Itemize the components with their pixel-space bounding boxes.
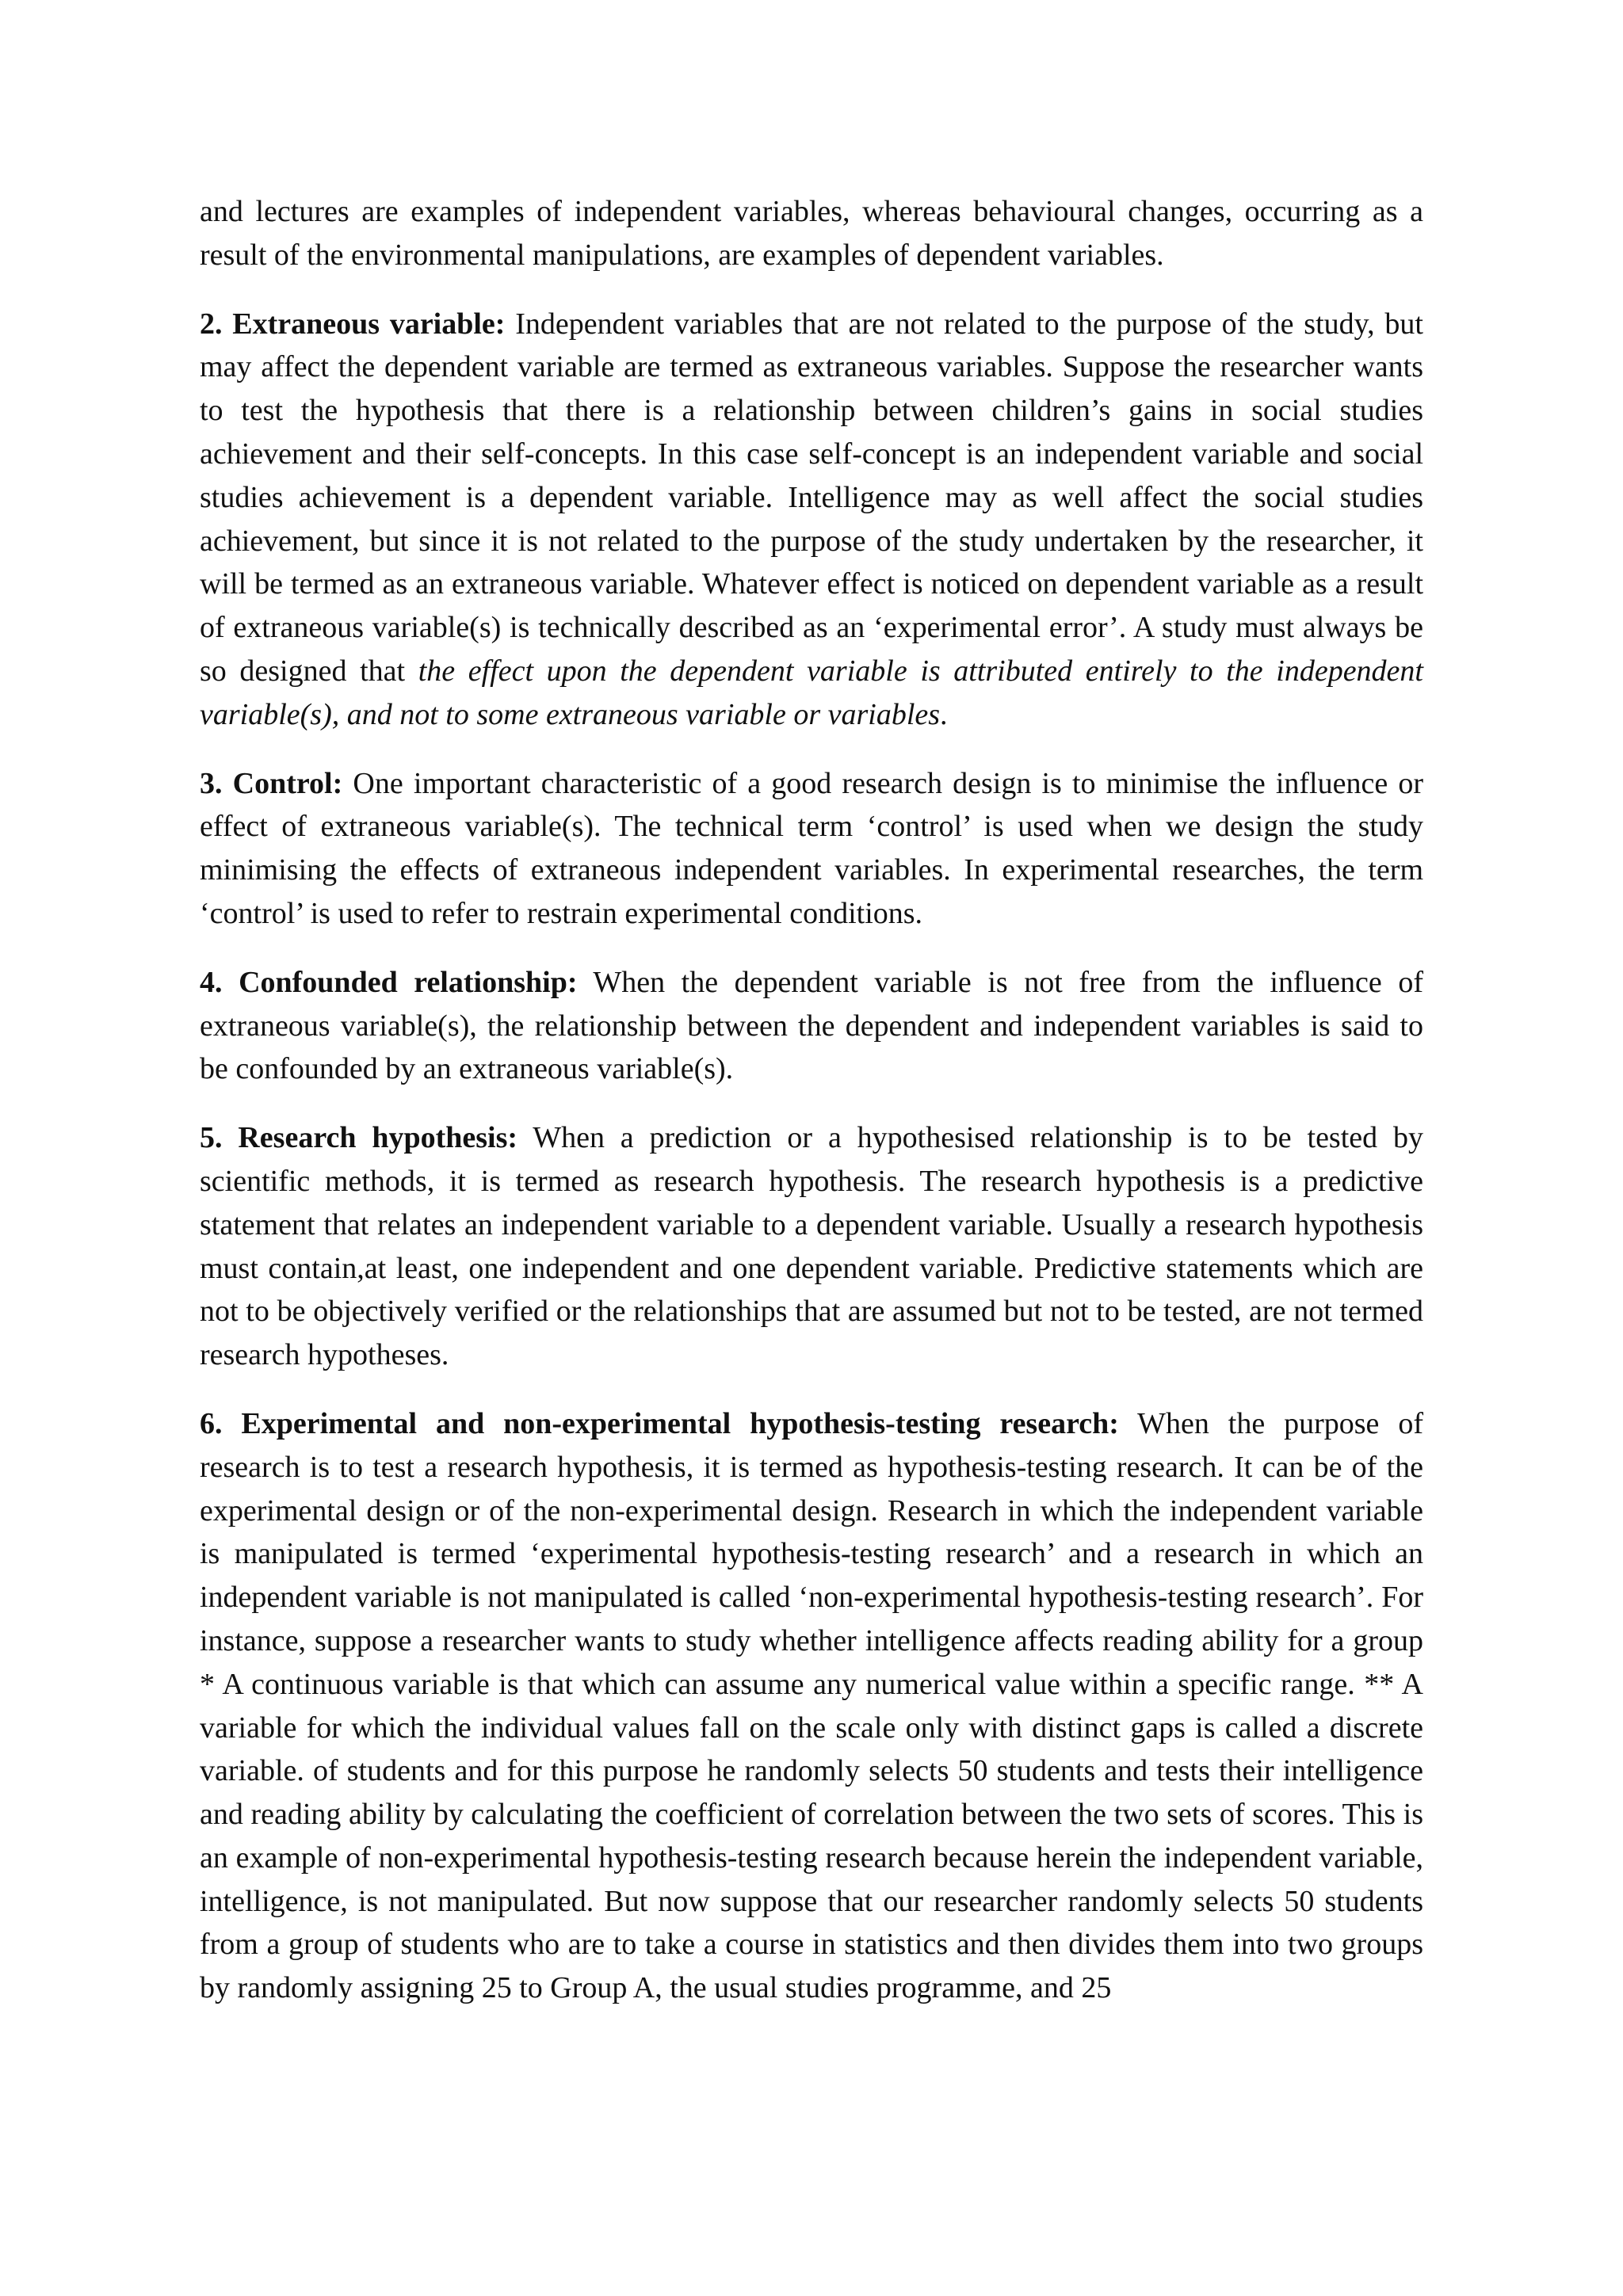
paragraph-text-end: . bbox=[940, 697, 948, 731]
paragraph-control bbox=[200, 762, 1423, 936]
paragraph-hypothesis-testing-research bbox=[200, 1402, 1423, 2010]
paragraph-research-hypothesis bbox=[200, 1116, 1423, 1377]
term-heading: 6. Experimental and non-experimental hypothesis-testing research: bbox=[200, 1406, 1119, 1440]
paragraph-text: and lectures are examples of independent variables, whereas behavioural changes, occurring as a result of the environmental manipulations, are examples of dependent variables. bbox=[200, 195, 1423, 272]
paragraph-text: Independent variables that are not related to the purpose of the study, but may affect the dependent variable are termed as extraneous variables. Suppose the researcher wants to test the hypothesis that there is a relationship between children’s gains in social studies achievement and their self-concepts. In this case self-concept is an independent variable and social studies achievement is a dependent variable. Intelligence may as well affect the social studies achievement, but since it is not related to the purpose of the study undertaken by the researcher, it will be termed as an extraneous variable. Whatever effect is noticed on dependent variable as a result of extraneous variable(s) is technically described as an ‘experimental error’. A study must always be so designed that bbox=[200, 307, 1423, 688]
paragraph-confounded-relationship bbox=[200, 961, 1423, 1091]
paragraph-text: When the dependent variable is not free from the influence of extraneous variable(s), the relationship between the dependent and independent variables is said to be confounded by an extraneous variable(s). bbox=[200, 965, 1423, 1086]
paragraph-text: One important characteristic of a good research design is to minimise the influence or effect of extraneous variable(s). The technical term ‘control’ is used when we design the study minimising the effects of extraneous independent variables. In experimental researches, the term ‘control’ is used to refer to restrain experimental conditions. bbox=[200, 766, 1424, 930]
emphasized-text: the effect upon the dependent variable is attributed entirely to the independent variable(s), and not to some extraneous variable or variables bbox=[200, 654, 1423, 731]
term-heading: 3. Control: bbox=[200, 766, 343, 800]
term-heading: 2. Extraneous variable: bbox=[200, 307, 506, 341]
term-heading: 4. Confounded relationship: bbox=[200, 965, 578, 999]
document-body bbox=[200, 190, 1423, 2010]
paragraph-text: When a prediction or a hypothesised relationship is to be tested by scientific methods, it is termed as research hypothesis. The research hypothesis is a predictive statement that relates an independent variable to a dependent variable. Usually a research hypothesis must contain,at least, one independent and one dependent variable. Predictive statements which are not to be objectively verified or the relationships that are assumed but not to be tested, are not termed research hypotheses. bbox=[200, 1121, 1423, 1372]
term-heading: 5. Research hypothesis: bbox=[200, 1121, 518, 1155]
paragraph-text: When the purpose of research is to test a research hypothesis, it is termed as hypothesis-testing research. It can be of the experimental design or of the non-experimental design. Research in which the independent variable is manipulated is termed ‘experimental hypothesis-testing research’ and a research in which an independent variable is not manipulated is called ‘non-experimental hypothesis-testing research’. For instance, suppose a researcher wants to study whether intelligence affects reading ability for a group * A continuous variable is that which can assume any numerical value within a specific range. ** A variable for which the individual values fall on the scale only with distinct gaps is called a discrete variable. of students and for this purpose he randomly selects 50 students and tests their intelligence and reading ability by calculating the coefficient of correlation between the two sets of scores. This is an example of non-experimental hypothesis-testing research because herein the independent variable, intelligence, is not manipulated. But now suppose that our researcher randomly selects 50 students from a group of students who are to take a course in statistics and then divides them into two groups by randomly assigning 25 to Group A, the usual studies programme, and 25 bbox=[200, 1406, 1423, 2005]
paragraph-intro-continuation bbox=[200, 190, 1423, 277]
paragraph-extraneous-variable bbox=[200, 303, 1423, 737]
